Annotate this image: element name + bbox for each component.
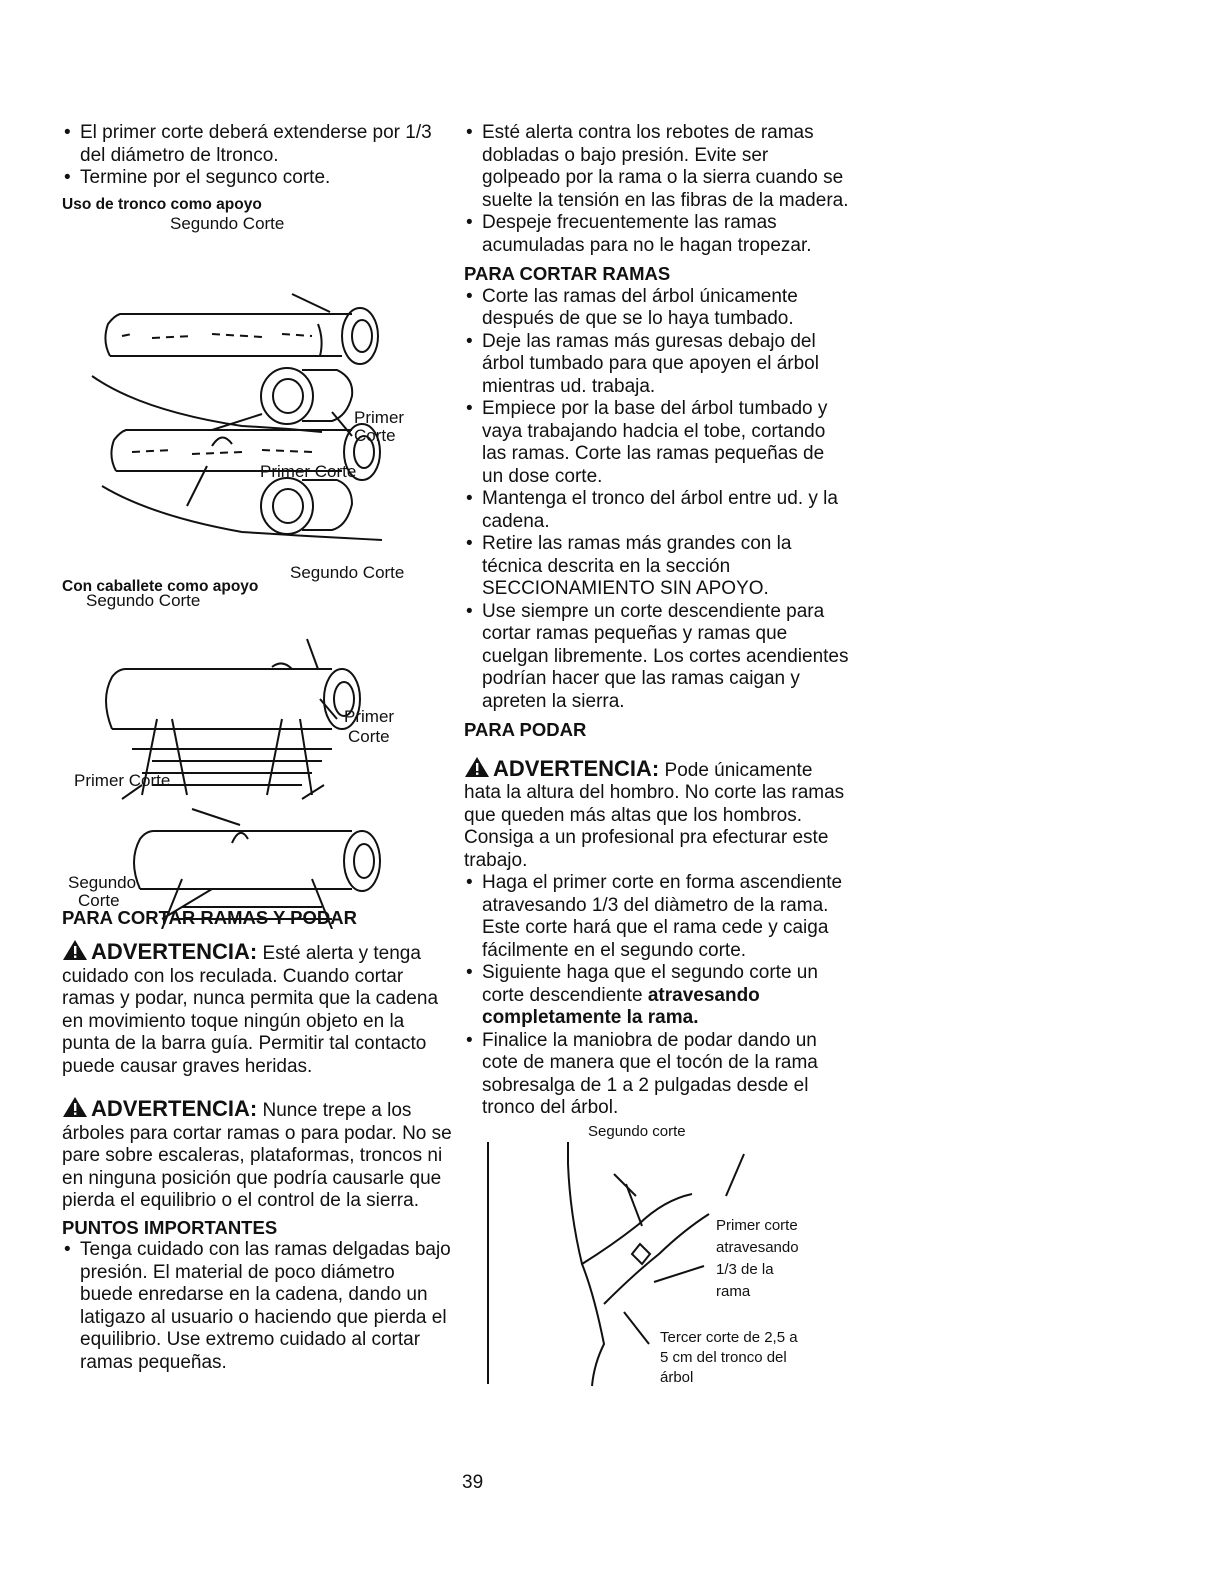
list-item: • Corte las ramas del árbol únicamente después de que se lo haya tumbado. bbox=[464, 286, 849, 331]
pruning-cuts-illustration bbox=[464, 1134, 849, 1394]
warning-text: Esté alerta y tenga cuidado con los reculada. Cuando cortar ramas y podar, nunca permita que la cadena en movimiento toque ningún objeto en la punta de la barra guía. Permitir tal contacto puede causar graves heridas. bbox=[62, 943, 439, 1077]
label-5cm: 5 cm del tronco del bbox=[660, 1348, 787, 1366]
warning-block bbox=[62, 939, 452, 1078]
page-number: 39 bbox=[462, 1472, 484, 1493]
warning-label: ADVERTENCIA: bbox=[91, 1096, 258, 1121]
list-item: • Use siempre un corte descendiente para cortar ramas pequeñas y ramas que cuelgan libremente. Los cortes acendientes podrían hacer que las ramas caigan y apreten la sierra. bbox=[464, 601, 849, 714]
label-segundo-corte-fig3: Segundo corte bbox=[588, 1122, 686, 1140]
log-support-illustration bbox=[62, 216, 452, 546]
label-1-3-de-la: 1/3 de la bbox=[716, 1260, 774, 1278]
label-primer-corte-2: Primer Corte bbox=[74, 770, 171, 790]
warning-icon bbox=[464, 756, 490, 778]
warning-label: ADVERTENCIA: bbox=[493, 755, 660, 781]
label-segundo-corte-2: Segundo Corte bbox=[290, 562, 405, 582]
right-column bbox=[464, 122, 849, 1394]
warning-icon bbox=[62, 1096, 88, 1118]
intro-bullets bbox=[62, 122, 452, 190]
puntos-heading: PUNTOS IMPORTANTES bbox=[62, 1216, 278, 1238]
list-item: • El primer corte deberá extenderse por 1/3 del diámetro de ltronco. bbox=[62, 122, 452, 167]
label-segundo-corte: Segundo Corte bbox=[170, 214, 285, 233]
list-item: • Retire las ramas más grandes con la técnica descrita en la sección SECCIONAMIENTO SIN APOYO. bbox=[464, 533, 849, 601]
label-arbol: árbol bbox=[660, 1368, 694, 1386]
list-item: • Termine por el segunco corte. bbox=[62, 167, 452, 190]
warning-block bbox=[464, 756, 849, 873]
label-corte: Corte bbox=[354, 426, 396, 445]
podar-bullets bbox=[464, 872, 849, 1120]
podar-bullet2-text: Siguiente haga que el segundo corte un corte descendiente bbox=[482, 962, 818, 1006]
label-rama: rama bbox=[716, 1282, 751, 1300]
list-item: • Tenga cuidado con las ramas delgadas bajo presión. El material de poco diámetro buede enredarse en la cadena, dando un latigazo al usuario o haciendo que pierda el equilibrio. Use extremo cuidado al cortar ramas pequeñas. bbox=[62, 1239, 452, 1374]
list-item bbox=[464, 962, 849, 1030]
list-item: • Deje las ramas más guresas debajo del árbol tumbado para que apoyen el árbol mientras ud. trabaja. bbox=[464, 331, 849, 399]
list-item: • Haga el primer corte en forma ascendiente atravesando 1/3 del diàmetro de la rama. Este corte hará que el rama cede y caiga fácilmente en el segundo corte. bbox=[464, 872, 849, 962]
label-atravesando: atravesando bbox=[716, 1238, 799, 1256]
list-item: • Despeje frecuentemente las ramas acumuladas para no le hagan tropezar. bbox=[464, 212, 849, 257]
ramas-bullets bbox=[464, 286, 849, 714]
label-primer-corte: Primer Corte bbox=[260, 462, 357, 481]
label-primer-corte-fig3: Primer corte bbox=[716, 1216, 798, 1234]
label-primer: Primer bbox=[354, 408, 405, 427]
list-item: • Finalice la maniobra de podar dando un cote de manera que el tocón de la rama sobresalga de 1 a 2 pulgadas desde el tronco del árbol. bbox=[464, 1030, 849, 1120]
warning-block bbox=[62, 1096, 452, 1213]
label-primer-2: Primer bbox=[344, 706, 395, 726]
figure3 bbox=[464, 1122, 849, 1394]
list-item: • Mantenga el tronco del árbol entre ud. y la cadena. bbox=[464, 488, 849, 533]
list-item: • Empiece por la base del árbol tumbado y vaya trabajando hadcia el tobe, cortando las ramas. Corte las ramas pequeñas de un dose corte. bbox=[464, 398, 849, 488]
label-corte-3: Corte bbox=[78, 890, 120, 910]
podar-heading: PARA PODAR bbox=[464, 719, 587, 740]
ramas-heading: PARA CORTAR RAMAS bbox=[464, 263, 671, 284]
left-column bbox=[62, 122, 452, 1374]
warning-text: Nunce trepe a los árboles para cortar ramas o para podar. No se pare sobre escaleras, plataformas, troncos ni en ninguna posición que podría causarle que pierda el equilibrio o el control de la sierra. bbox=[62, 1100, 452, 1211]
warning-text: Pode únicamente hata la altura del hombro. No corte las ramas que queden más altas que los hombros. Consiga a un profesional pra efecturar este trabajo. bbox=[464, 759, 845, 871]
puntos-bullets bbox=[62, 1239, 452, 1374]
figure1-title: Uso de tronco como apoyo bbox=[62, 195, 262, 213]
label-segundo: Segundo bbox=[68, 872, 137, 892]
label-corte-2: Corte bbox=[348, 726, 390, 746]
label-segundo-corte-bottom: Segundo Corte bbox=[86, 591, 201, 610]
top-bullets bbox=[464, 122, 849, 257]
section-heading: PARA CORTAR RAMAS Y PODAR bbox=[62, 906, 357, 928]
list-item: • Esté alerta contra los rebotes de ramas dobladas o bajo presión. Evite ser golpeado por la rama o la sierra cuando se suelte la tensión en las fibras de la madera. bbox=[464, 122, 849, 212]
warning-icon bbox=[62, 939, 88, 961]
warning-label: ADVERTENCIA: bbox=[91, 939, 258, 964]
figure2-title: Con caballete como apoyo bbox=[62, 578, 259, 595]
podar-bullet2-bold: atravesando completamente la rama. bbox=[482, 984, 760, 1028]
label-tercer-corte: Tercer corte de 2,5 a bbox=[660, 1328, 798, 1346]
